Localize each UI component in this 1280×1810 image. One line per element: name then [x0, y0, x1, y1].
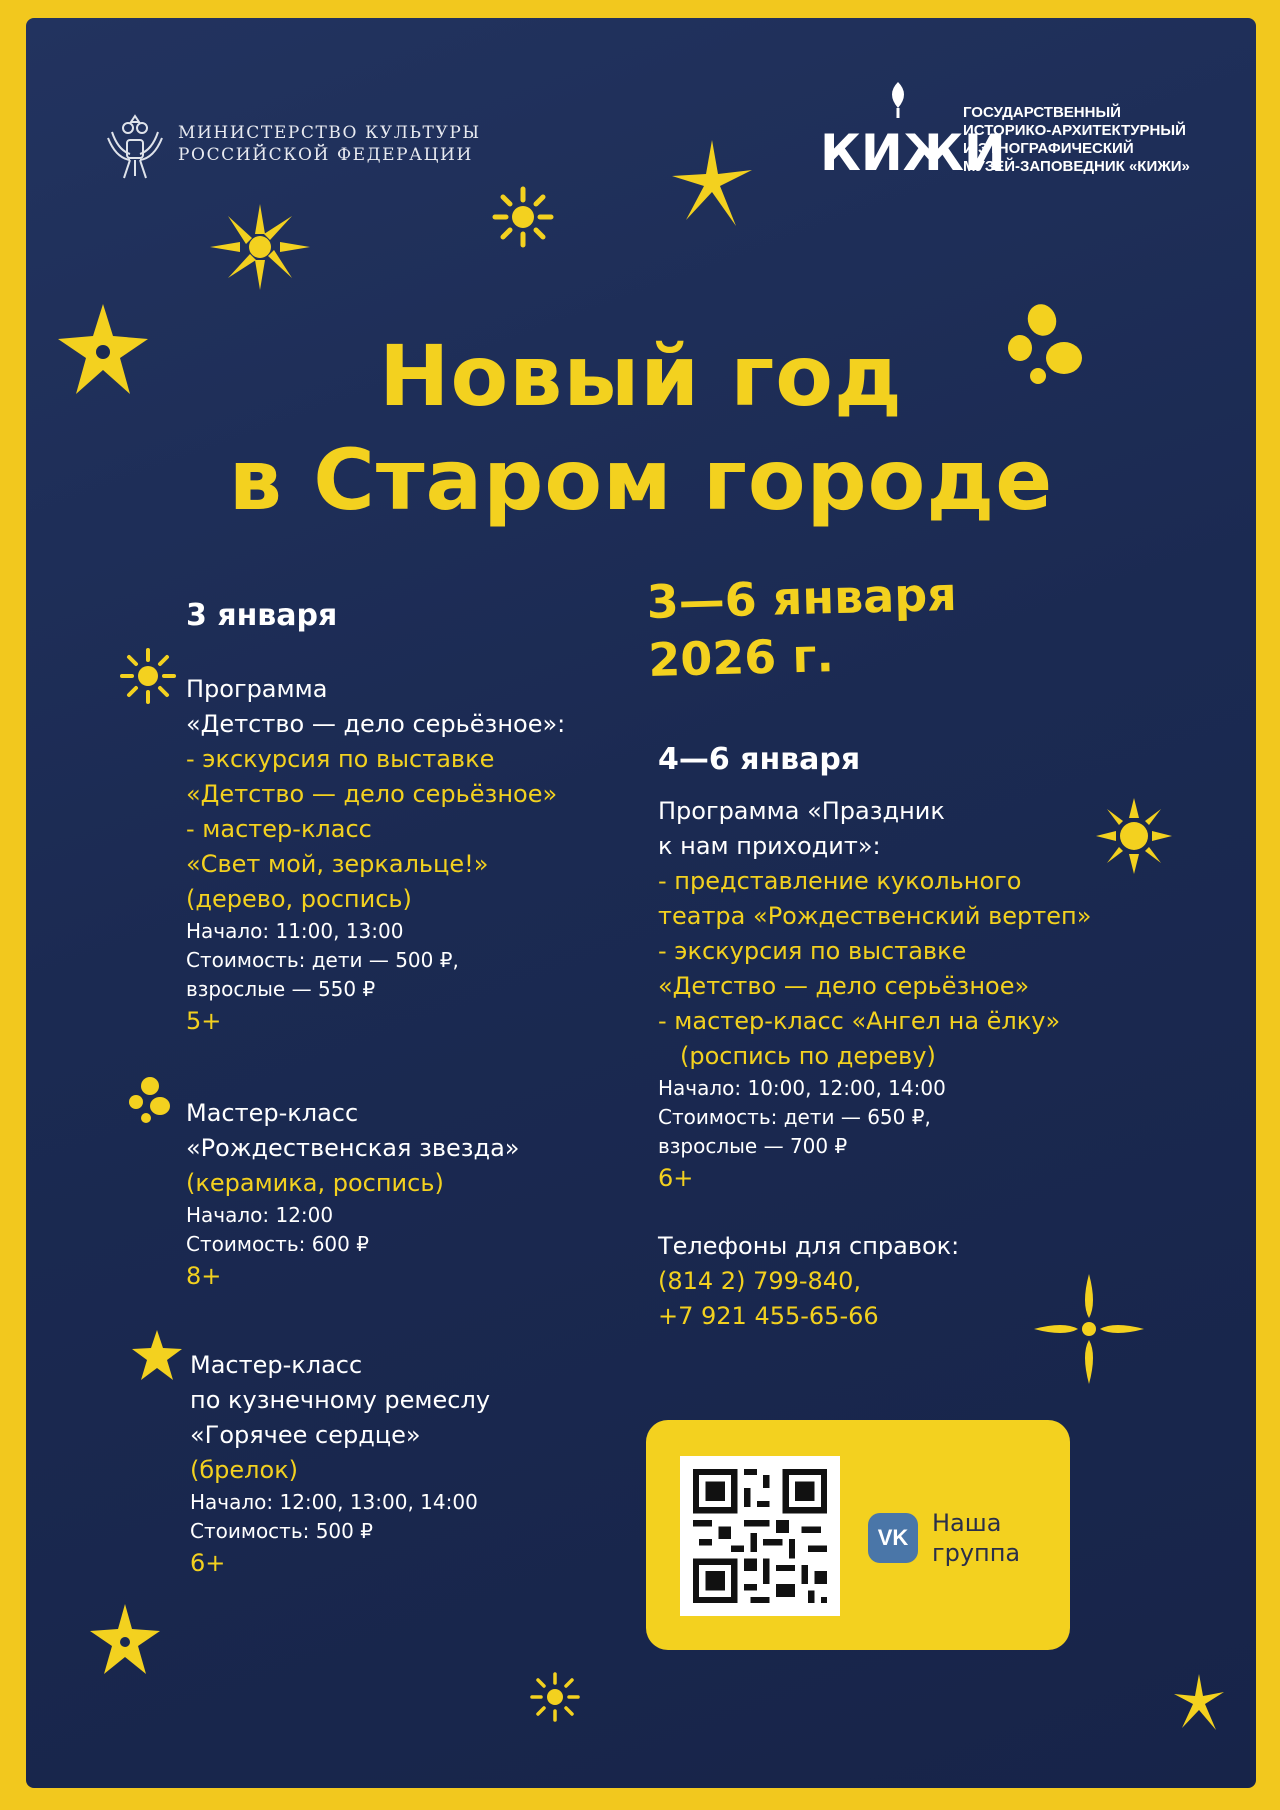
event2-detail-1: (керамика, роспись) — [186, 1169, 444, 1197]
right-age: 6+ — [658, 1164, 694, 1192]
qr-code[interactable] — [680, 1456, 840, 1616]
kizhi-line-2: ИСТОРИКО-АРХИТЕКТУРНЫЙ — [963, 122, 1186, 139]
kizhi-logo — [816, 78, 1006, 188]
event1-line-1: Программа — [186, 675, 328, 703]
event-program-childhood — [186, 672, 646, 1038]
event3-cost: Стоимость: 500 ₽ — [190, 1519, 373, 1543]
event-dates-line-1: 3—6 января — [646, 566, 958, 629]
right-line-2: к нам приходит»: — [658, 832, 881, 860]
spark-bottom-right-icon — [1174, 1674, 1224, 1730]
poster — [26, 18, 1256, 1788]
event1-detail-2: «Детство — дело серьёзное» — [186, 780, 558, 808]
event2-line-1: Мастер-класс — [186, 1099, 359, 1127]
right-detail-2: театра «Рождественский вертеп» — [658, 902, 1092, 930]
vk-logo-icon[interactable]: VK — [868, 1513, 918, 1563]
event1-detail-3: - мастер-класс — [186, 815, 372, 843]
event1-line-2: «Детство — дело серьёзное»: — [186, 710, 566, 738]
event-masterclass-star — [186, 1096, 646, 1293]
right-detail-1: - представление кукольного — [658, 867, 1022, 895]
kizhi-line-1: ГОСУДАРСТВЕННЫЙ — [963, 104, 1121, 121]
right-line-1: Программа «Праздник — [658, 797, 945, 825]
event1-detail-4: «Свет мой, зеркальце!» — [186, 850, 489, 878]
kizhi-line-3: И ЭТНОГРАФИЧЕСКИЙ — [963, 140, 1134, 157]
bullet-star-icon — [132, 1330, 182, 1380]
event3-start: Начало: 12:00, 13:00, 14:00 — [190, 1490, 478, 1514]
kizhi-logo-text: КИЖИ — [820, 124, 1006, 182]
event2-line-2: «Рождественская звезда» — [186, 1134, 520, 1162]
event2-cost: Стоимость: 600 ₽ — [186, 1232, 369, 1256]
event-dates-line-2: 2026 г. — [647, 628, 835, 687]
ministry-line-1: МИНИСТЕРСТВО КУЛЬТУРЫ — [178, 123, 481, 143]
title-line-2: в Старом городе — [228, 431, 1054, 529]
star-bottom-left-icon — [90, 1604, 160, 1674]
event1-age: 5+ — [186, 1007, 222, 1035]
event3-line-3: «Горячее сердце» — [190, 1421, 421, 1449]
qr-code-icon — [680, 1456, 840, 1616]
right-detail-6: (роспись по дереву) — [680, 1042, 936, 1070]
ministry-line-2: РОССИЙСКОЙ ФЕДЕРАЦИИ — [178, 145, 473, 165]
eagle-emblem-icon — [104, 110, 166, 182]
phone-1: (814 2) 799-840, — [658, 1267, 861, 1295]
event1-start: Начало: 11:00, 13:00 — [186, 919, 404, 943]
small-sun-icon — [492, 186, 554, 248]
ministry-name — [178, 122, 481, 166]
sun-ornament-icon — [210, 204, 310, 290]
left-column — [182, 596, 632, 636]
event-masterclass-smith — [190, 1348, 650, 1580]
event1-detail-5: (дерево, роспись) — [186, 885, 412, 913]
event1-cost-1: Стоимость: дети — 500 ₽, — [186, 948, 459, 972]
event2-start: Начало: 12:00 — [186, 1203, 334, 1227]
event2-age: 8+ — [186, 1262, 222, 1290]
right-start: Начало: 10:00, 12:00, 14:00 — [658, 1076, 946, 1100]
right-column — [658, 740, 1218, 1334]
bullet-sun-icon — [120, 648, 176, 704]
event1-cost-2: взрослые — 550 ₽ — [186, 977, 376, 1001]
event-dates — [646, 565, 959, 689]
right-cost-2: взрослые — 700 ₽ — [658, 1134, 848, 1158]
sun-bottom-icon — [530, 1672, 580, 1722]
vk-group-card[interactable] — [646, 1420, 1070, 1650]
title-line-1: Новый год — [379, 327, 903, 425]
kizhi-line-4: МУЗЕЙ-ЗАПОВЕДНИК «КИЖИ» — [963, 158, 1190, 175]
right-date: 4—6 января — [658, 742, 861, 777]
event3-line-1: Мастер-класс — [190, 1351, 363, 1379]
right-detail-4: «Детство — дело серьёзное» — [658, 972, 1030, 1000]
event3-age: 6+ — [190, 1549, 226, 1577]
right-detail-5: - мастер-класс «Ангел на ёлку» — [658, 1007, 1061, 1035]
phones-label: Телефоны для справок: — [658, 1232, 960, 1260]
spark-star-icon — [672, 140, 752, 226]
bullet-petals-icon — [128, 1076, 172, 1124]
vk-label-line-2: группа — [932, 1539, 1021, 1567]
right-detail-3: - экскурсия по выставке — [658, 937, 967, 965]
event1-detail-1: - экскурсия по выставке — [186, 745, 495, 773]
vk-label-line-1: Наша — [932, 1509, 1002, 1537]
left-date: 3 января — [186, 598, 338, 633]
right-cost-1: Стоимость: дети — 650 ₽, — [658, 1105, 931, 1129]
vk-group-label[interactable] — [932, 1508, 1020, 1568]
event3-detail-1: (брелок) — [190, 1456, 299, 1484]
event3-line-2: по кузнечному ремеслу — [190, 1386, 491, 1414]
kizhi-museum-name — [963, 104, 1190, 176]
phone-2: +7 921 455-65-66 — [658, 1302, 879, 1330]
